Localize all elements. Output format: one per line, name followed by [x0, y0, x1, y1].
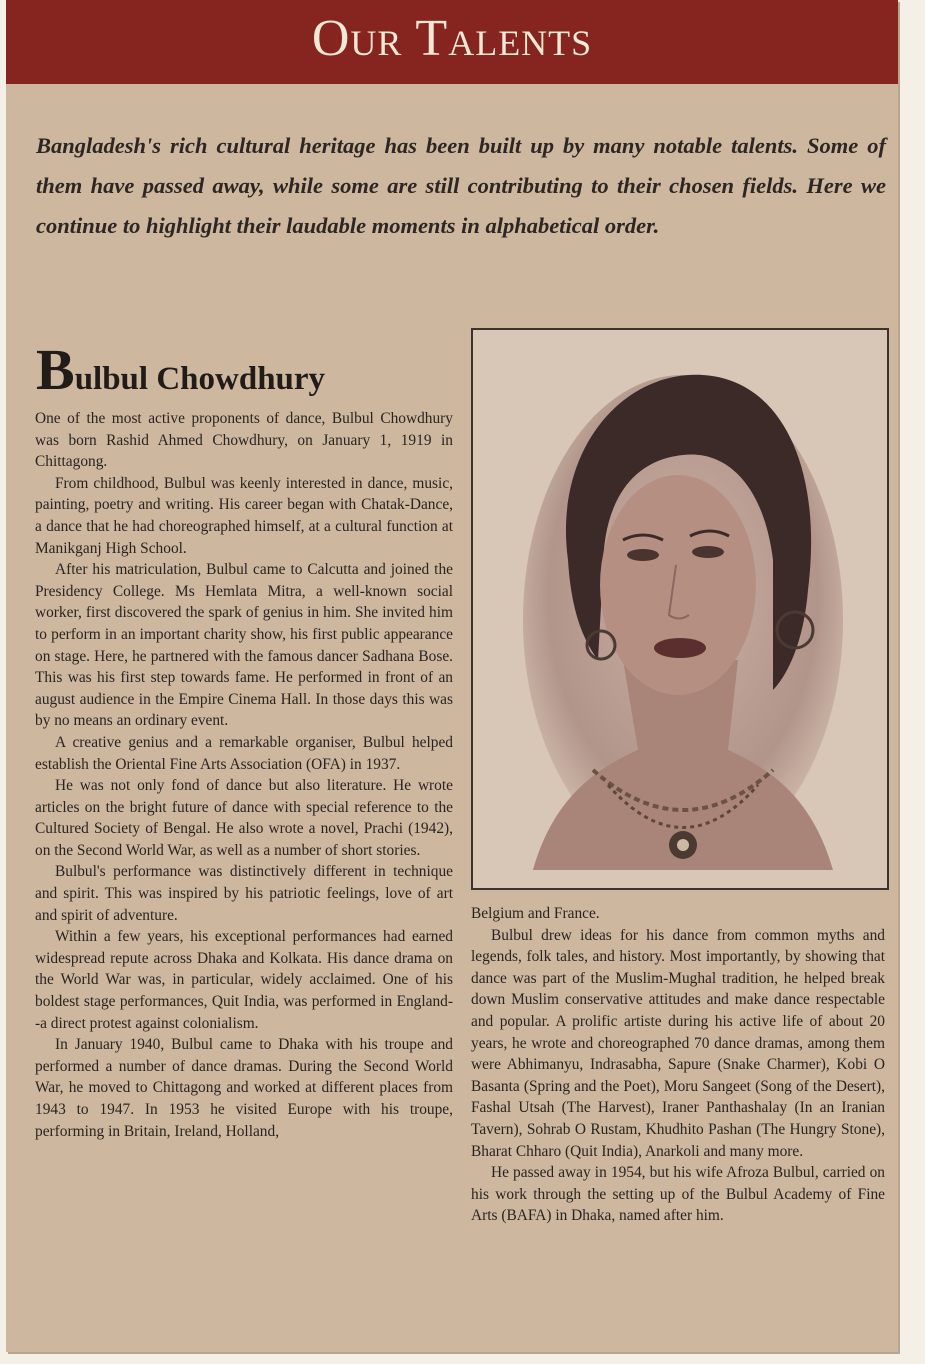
body-paragraph: From childhood, Bulbul was keenly interested in dance, music, painting, poetry and writing. His career began with Chatak-Dance, a dance that he had choreographed himself, at a cultural function at Manikganj High School.: [35, 474, 453, 557]
newspaper-clipping: [6, 0, 898, 1352]
portrait-illustration: [473, 330, 887, 888]
title-initial: B: [36, 337, 75, 402]
body-paragraph: He passed away in 1954, but his wife Afroza Bulbul, carried on his work through the setting up of the Bulbul Academy of Fine Arts (BAFA) in Dhaka, named after him.: [471, 1164, 885, 1225]
title-rest: ulbul Chowdhury: [74, 361, 326, 397]
body-paragraph: In January 1940, Bulbul came to Dhaka with his troupe and performed a number of dance dramas. During the Second World War, he moved to Chittagong and worked at different places from 1943 to 1947. In 1953 he visited Europe with his troupe, performing in Britain, Ireland, Holland,: [35, 1036, 453, 1140]
body-paragraph: Bulbul's performance was distinctively different in technique and spirit. This was inspired by his patriotic feelings, love of art and spirit of adventure.: [35, 863, 453, 924]
body-paragraph: Belgium and France.: [471, 905, 600, 922]
body-paragraph: He was not only fond of dance but also literature. He wrote articles on the bright future of dance with special reference to the Cultured Society of Bengal. He also wrote a novel, Prachi (1942), on the Second World War, as well as a number of short stories.: [35, 777, 453, 859]
section-banner: [6, 0, 898, 84]
left-column: [35, 408, 453, 1142]
body-paragraph: Within a few years, his exceptional performances had earned widespread repute across Dhaka and Kolkata. His dance drama on the World War was, in particular, widely acclaimed. One of his boldest stage performances, Quit India, was performed in England--a direct protest against colonialism.: [35, 928, 453, 1032]
body-paragraph: After his matriculation, Bulbul came to Calcutta and joined the Presidency College. Ms Hemlata Mitra, a well-known social worker, first discovered the spark of genius in him. She invited him to perform in an important charity show, his first public appearance on stage. Here, he partnered with the famous dancer Sadhana Bose. This was his first step towards fame. He performed in front of an august audience in the Empire Cinema Hall. In those days this was by no means an ordinary event.: [35, 561, 453, 730]
article-title: [36, 337, 456, 409]
body-paragraph: One of the most active proponents of dance, Bulbul Chowdhury was born Rashid Ahmed Chowdhury, on January 1, 1919 in Chittagong.: [35, 410, 453, 471]
body-paragraph: Bulbul drew ideas for his dance from common myths and legends, folk tales, and history. Most importantly, by showing that dance was part of the Muslim-Mughal tradition, he helped break down Muslim conservative attitudes and make dance respectable and popular. A prolific artiste during his active life of about 20 years, he wrote and choreographed 70 dance dramas, among them were Abhimanyu, Indrasabha, Sapure (Snake Charmer), Kobi O Basanta (Spring and the Poet), Moru Sangeet (Song of the Desert), Fashal Utsah (The Harvest), Iraner Panthashalay (In an Iranian Tavern), Sohrab O Rustam, Khudhito Pashan (The Hungry Stone), Bharat Chharo (Quit India), Anarkoli and many more.: [471, 926, 885, 1160]
intro-paragraph: Bangladesh's rich cultural heritage has been built up by many notable talents. Some of them have passed away, while some are still contributing to their chosen fields. Here we continue to highlight their laudable moments in alphabetical order.: [36, 133, 886, 238]
section-title: Our Talents: [311, 10, 593, 67]
portrait-photo: [471, 328, 889, 890]
right-column: [471, 903, 885, 1227]
body-paragraph: A creative genius and a remarkable organiser, Bulbul helped establish the Oriental Fine Arts Association (OFA) in 1937.: [35, 733, 453, 773]
